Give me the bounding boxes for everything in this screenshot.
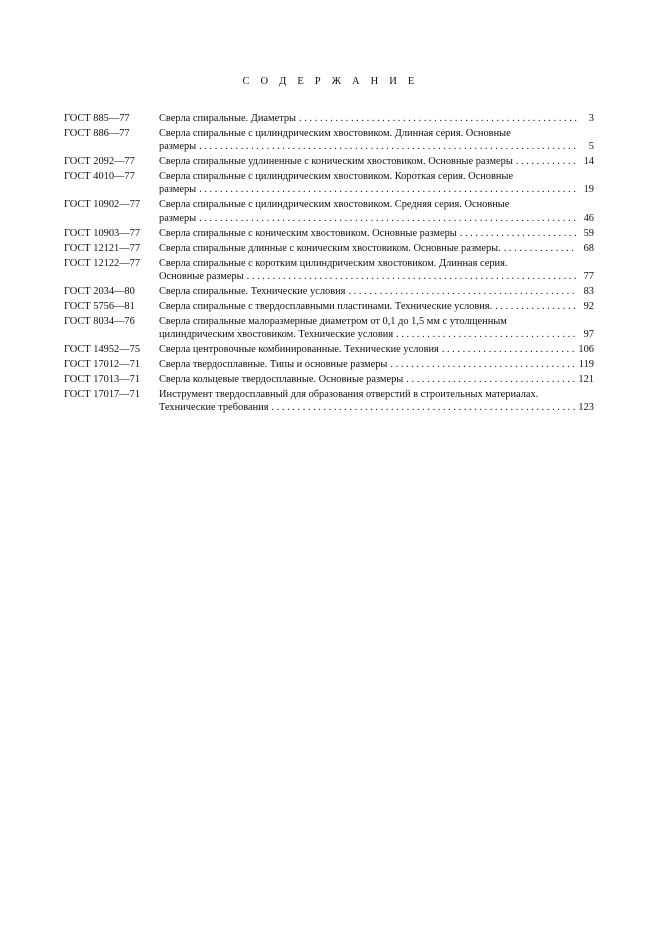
toc-entry-page-number: 5 bbox=[588, 141, 594, 153]
toc-entry-page-number: 119 bbox=[578, 359, 594, 371]
toc-entry-title-end: Сверла спиральные удлиненные с коническим хвостовиком. Основные размеры bbox=[159, 156, 513, 168]
toc-entry-code: ГОСТ 885—77 bbox=[64, 113, 130, 124]
dot-leader bbox=[247, 270, 577, 283]
toc-entry-code: ГОСТ 17017—71 bbox=[64, 389, 141, 401]
dot-leader bbox=[396, 328, 577, 341]
toc-entry-body bbox=[159, 227, 594, 240]
toc-entry-body bbox=[159, 358, 594, 371]
dot-leader bbox=[199, 183, 577, 196]
toc-entry-final-line bbox=[159, 212, 594, 225]
toc-entry bbox=[64, 257, 594, 283]
toc-entry-body bbox=[159, 315, 594, 341]
dot-leader bbox=[272, 401, 576, 414]
dot-leader bbox=[299, 112, 577, 125]
toc-entry-title-end: цилиндрическим хвостовиком. Технические условия bbox=[159, 329, 394, 341]
toc-entry-title-line: Сверла спиральные с цилиндрическим хвостовиком. Короткая серия. Основные bbox=[159, 171, 514, 183]
toc-entry bbox=[64, 388, 594, 414]
toc-entry-body bbox=[159, 373, 594, 386]
toc-entry-title-end: Сверла спиральные длинные с коническим хвостовиком. Основные размеры. bbox=[159, 242, 501, 254]
toc-entry-code: ГОСТ 8034—76 bbox=[64, 315, 135, 327]
table-of-contents bbox=[64, 112, 594, 416]
toc-entry-body bbox=[159, 388, 594, 414]
toc-entry-body bbox=[159, 242, 594, 255]
toc-entry-code: ГОСТ 17012—71 bbox=[64, 359, 141, 371]
toc-entry-title-end: размеры bbox=[159, 141, 197, 153]
toc-entry-final-line bbox=[159, 155, 594, 168]
toc-entry-code: ГОСТ 14952—75 bbox=[64, 344, 141, 356]
toc-entry bbox=[64, 373, 594, 386]
toc-entry-page-number: 46 bbox=[583, 212, 594, 224]
toc-entry-final-line bbox=[159, 112, 594, 125]
toc-entry bbox=[64, 300, 594, 313]
dot-leader bbox=[199, 212, 577, 225]
toc-entry-page-number: 14 bbox=[583, 156, 594, 168]
toc-entry-body bbox=[159, 285, 594, 298]
toc-entry bbox=[64, 315, 594, 341]
toc-entry-page-number: 121 bbox=[578, 374, 594, 386]
toc-entry-body bbox=[159, 155, 594, 168]
toc-entry-title-end: Сверла кольцевые твердосплавные. Основные размеры bbox=[159, 374, 404, 386]
toc-entry-final-line bbox=[159, 343, 594, 356]
toc-entry-body bbox=[159, 343, 594, 356]
toc-entry-code: ГОСТ 12122—77 bbox=[64, 257, 141, 269]
toc-entry bbox=[64, 155, 594, 168]
toc-entry-body bbox=[159, 112, 594, 125]
toc-entry-title-end: размеры bbox=[159, 184, 197, 196]
dot-leader bbox=[348, 285, 577, 298]
toc-entry-title-line: Сверла спиральные с цилиндрическим хвостовиком. Средняя серия. Основные bbox=[159, 199, 510, 211]
dot-leader bbox=[504, 242, 577, 255]
toc-entry bbox=[64, 112, 594, 125]
toc-entry-page-number: 19 bbox=[583, 184, 594, 196]
toc-entry-body bbox=[159, 257, 594, 283]
toc-entry-code: ГОСТ 4010—77 bbox=[64, 171, 135, 183]
toc-entry-page-number: 59 bbox=[583, 227, 594, 239]
toc-entry-page-number: 106 bbox=[578, 344, 594, 356]
toc-entry-page-number: 3 bbox=[588, 113, 594, 124]
toc-entry bbox=[64, 170, 594, 196]
toc-entry-final-line bbox=[159, 328, 594, 341]
toc-entry-title-line: Инструмент твердосплавный для образования отверстий в строительных материалах. bbox=[159, 389, 539, 401]
toc-entry-page-number: 123 bbox=[578, 402, 594, 414]
toc-entry bbox=[64, 127, 594, 153]
toc-entry bbox=[64, 285, 594, 298]
toc-entry-code: ГОСТ 5756—81 bbox=[64, 300, 135, 312]
toc-entry-final-line bbox=[159, 227, 594, 240]
toc-entry-body bbox=[159, 198, 594, 224]
page-title: С О Д Е Р Ж А Н И Е bbox=[242, 76, 419, 87]
toc-entry bbox=[64, 227, 594, 240]
dot-leader bbox=[460, 227, 577, 240]
dot-leader bbox=[442, 343, 576, 356]
toc-entry-title-end: Сверла спиральные с твердосплавными пластинами. Технические условия. bbox=[159, 300, 493, 312]
toc-entry-title-end: Сверла спиральные. Диаметры bbox=[159, 113, 297, 124]
toc-entry-final-line bbox=[159, 183, 594, 196]
toc-entry-code: ГОСТ 2034—80 bbox=[64, 285, 135, 297]
toc-entry-page-number: 68 bbox=[583, 242, 594, 254]
toc-entry bbox=[64, 358, 594, 371]
toc-entry bbox=[64, 198, 594, 224]
toc-entry-title-end: размеры bbox=[159, 212, 197, 224]
toc-entry-code: ГОСТ 12121—77 bbox=[64, 242, 141, 254]
dot-leader bbox=[199, 140, 577, 153]
toc-entry bbox=[64, 242, 594, 255]
toc-entry-code: ГОСТ 10903—77 bbox=[64, 227, 141, 239]
toc-entry-title-end: Основные размеры bbox=[159, 270, 244, 282]
toc-entry-final-line bbox=[159, 285, 594, 298]
toc-entry-final-line bbox=[159, 300, 594, 313]
toc-entry-body bbox=[159, 170, 594, 196]
toc-entry-code: ГОСТ 10902—77 bbox=[64, 199, 141, 211]
toc-entry-code: ГОСТ 886—77 bbox=[64, 128, 130, 139]
dot-leader bbox=[406, 373, 575, 386]
toc-entry-final-line bbox=[159, 358, 594, 371]
toc-entry-final-line bbox=[159, 401, 594, 414]
dot-leader bbox=[516, 155, 577, 168]
toc-entry-body bbox=[159, 127, 594, 153]
toc-entry-page-number: 97 bbox=[583, 329, 594, 341]
toc-entry-body bbox=[159, 300, 594, 313]
toc-entry-title-end: Сверла центровочные комбинированные. Технические условия bbox=[159, 344, 439, 356]
toc-entry-page-number: 92 bbox=[583, 300, 594, 312]
dot-leader bbox=[495, 300, 577, 313]
toc-entry-title-line: Сверла спиральные с цилиндрическим хвостовиком. Длинная серия. Основные bbox=[159, 128, 511, 139]
toc-entry-title-line: Сверла спиральные с коротким цилиндрическим хвостовиком. Длинная серия. bbox=[159, 257, 508, 269]
toc-entry-page-number: 83 bbox=[583, 285, 594, 297]
toc-entry-code: ГОСТ 2092—77 bbox=[64, 156, 135, 168]
toc-entry-final-line bbox=[159, 270, 594, 283]
toc-entry-title-end: Сверла спиральные. Технические условия bbox=[159, 285, 346, 297]
toc-entry-title-end: Сверла спиральные с коническим хвостовиком. Основные размеры bbox=[159, 227, 457, 239]
toc-entry-title-end: Сверла твердосплавные. Типы и основные размеры bbox=[159, 359, 388, 371]
toc-entry-final-line bbox=[159, 242, 594, 255]
toc-entry-code: ГОСТ 17013—71 bbox=[64, 374, 141, 386]
toc-entry-final-line bbox=[159, 373, 594, 386]
toc-entry-final-line bbox=[159, 140, 594, 153]
toc-entry-title-end: Технические требования bbox=[159, 402, 269, 414]
dot-leader bbox=[390, 358, 575, 371]
toc-entry-page-number: 77 bbox=[583, 270, 594, 282]
toc-entry-title-line: Сверла спиральные малоразмерные диаметром от 0,1 до 1,5 мм с утолщенным bbox=[159, 315, 507, 327]
toc-entry bbox=[64, 343, 594, 356]
